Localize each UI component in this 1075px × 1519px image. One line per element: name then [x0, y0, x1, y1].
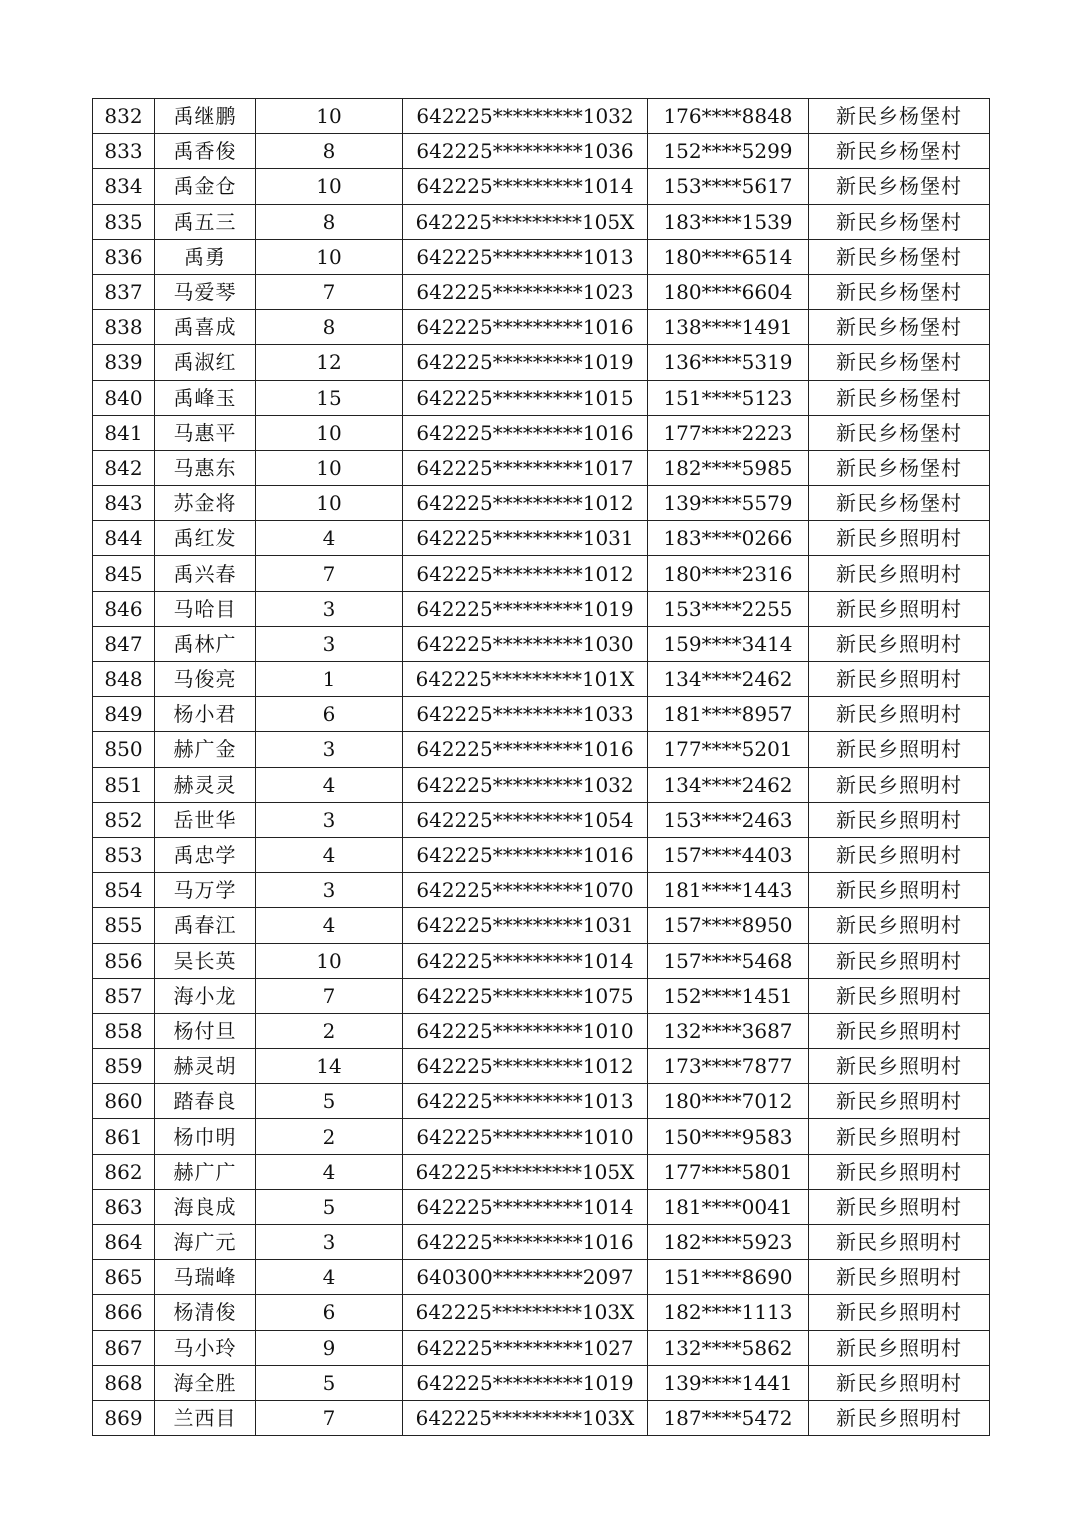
count-cell: 4 — [256, 767, 403, 802]
count-cell: 3 — [256, 626, 403, 661]
id-number-cell: 642225*********1016 — [403, 837, 648, 872]
name-cell: 禹五三 — [155, 204, 256, 239]
count-cell: 7 — [256, 1400, 403, 1435]
village-cell: 新民乡照明村 — [809, 1400, 990, 1435]
count-cell: 5 — [256, 1189, 403, 1224]
name-cell: 马爱琴 — [155, 274, 256, 309]
table-row — [93, 837, 990, 872]
row-number-cell: 855 — [93, 908, 155, 943]
id-number-cell: 642225*********1033 — [403, 697, 648, 732]
table-row — [93, 1295, 990, 1330]
village-cell: 新民乡照明村 — [809, 873, 990, 908]
id-number-cell: 642225*********1032 — [403, 767, 648, 802]
phone-cell: 153****2255 — [648, 591, 809, 626]
count-cell: 8 — [256, 204, 403, 239]
phone-cell: 150****9583 — [648, 1119, 809, 1154]
count-cell: 10 — [256, 415, 403, 450]
phone-cell: 173****7877 — [648, 1049, 809, 1084]
name-cell: 杨巾明 — [155, 1119, 256, 1154]
table-row — [93, 169, 990, 204]
phone-cell: 181****8957 — [648, 697, 809, 732]
table-row — [93, 486, 990, 521]
phone-cell: 159****3414 — [648, 626, 809, 661]
id-number-cell: 642225*********1032 — [403, 99, 648, 134]
name-cell: 禹忠学 — [155, 837, 256, 872]
phone-cell: 153****2463 — [648, 802, 809, 837]
row-number-cell: 845 — [93, 556, 155, 591]
name-cell: 禹春江 — [155, 908, 256, 943]
phone-cell: 180****2316 — [648, 556, 809, 591]
row-number-cell: 847 — [93, 626, 155, 661]
table-row — [93, 873, 990, 908]
village-cell: 新民乡照明村 — [809, 1084, 990, 1119]
name-cell: 杨付旦 — [155, 1013, 256, 1048]
name-cell: 马小玲 — [155, 1330, 256, 1365]
village-cell: 新民乡照明村 — [809, 1189, 990, 1224]
id-number-cell: 642225*********1015 — [403, 380, 648, 415]
name-cell: 禹金仓 — [155, 169, 256, 204]
phone-cell: 177****2223 — [648, 415, 809, 450]
id-number-cell: 642225*********105X — [403, 1154, 648, 1189]
row-number-cell: 849 — [93, 697, 155, 732]
village-cell: 新民乡照明村 — [809, 697, 990, 732]
row-number-cell: 850 — [93, 732, 155, 767]
phone-cell: 152****5299 — [648, 134, 809, 169]
phone-cell: 157****8950 — [648, 908, 809, 943]
row-number-cell: 833 — [93, 134, 155, 169]
phone-cell: 177****5201 — [648, 732, 809, 767]
count-cell: 3 — [256, 591, 403, 626]
table-row — [93, 345, 990, 380]
row-number-cell: 852 — [93, 802, 155, 837]
name-cell: 岳世华 — [155, 802, 256, 837]
row-number-cell: 864 — [93, 1225, 155, 1260]
table-row — [93, 1225, 990, 1260]
row-number-cell: 832 — [93, 99, 155, 134]
row-number-cell: 834 — [93, 169, 155, 204]
name-cell: 杨小君 — [155, 697, 256, 732]
row-number-cell: 854 — [93, 873, 155, 908]
count-cell: 7 — [256, 556, 403, 591]
id-number-cell: 642225*********1016 — [403, 310, 648, 345]
count-cell: 10 — [256, 943, 403, 978]
name-cell: 马哈目 — [155, 591, 256, 626]
phone-cell: 136****5319 — [648, 345, 809, 380]
count-cell: 14 — [256, 1049, 403, 1084]
village-cell: 新民乡照明村 — [809, 626, 990, 661]
village-cell: 新民乡杨堡村 — [809, 415, 990, 450]
table-row — [93, 1084, 990, 1119]
count-cell: 3 — [256, 1225, 403, 1260]
table-row — [93, 274, 990, 309]
row-number-cell: 858 — [93, 1013, 155, 1048]
roster-table-body — [93, 99, 990, 1436]
name-cell: 禹兴春 — [155, 556, 256, 591]
row-number-cell: 866 — [93, 1295, 155, 1330]
name-cell: 赫灵胡 — [155, 1049, 256, 1084]
table-row — [93, 1154, 990, 1189]
count-cell: 10 — [256, 486, 403, 521]
id-number-cell: 642225*********1054 — [403, 802, 648, 837]
row-number-cell: 851 — [93, 767, 155, 802]
id-number-cell: 642225*********105X — [403, 204, 648, 239]
id-number-cell: 640300*********2097 — [403, 1260, 648, 1295]
phone-cell: 176****8848 — [648, 99, 809, 134]
row-number-cell: 844 — [93, 521, 155, 556]
village-cell: 新民乡照明村 — [809, 943, 990, 978]
village-cell: 新民乡杨堡村 — [809, 380, 990, 415]
id-number-cell: 642225*********103X — [403, 1295, 648, 1330]
phone-cell: 181****0041 — [648, 1189, 809, 1224]
table-row — [93, 697, 990, 732]
village-cell: 新民乡杨堡村 — [809, 169, 990, 204]
count-cell: 4 — [256, 521, 403, 556]
phone-cell: 157****5468 — [648, 943, 809, 978]
row-number-cell: 839 — [93, 345, 155, 380]
count-cell: 1 — [256, 662, 403, 697]
table-row — [93, 134, 990, 169]
phone-cell: 182****5923 — [648, 1225, 809, 1260]
row-number-cell: 842 — [93, 450, 155, 485]
table-row — [93, 415, 990, 450]
phone-cell: 138****1491 — [648, 310, 809, 345]
name-cell: 踏春良 — [155, 1084, 256, 1119]
name-cell: 海全胜 — [155, 1365, 256, 1400]
phone-cell: 183****1539 — [648, 204, 809, 239]
count-cell: 4 — [256, 837, 403, 872]
village-cell: 新民乡照明村 — [809, 1119, 990, 1154]
village-cell: 新民乡照明村 — [809, 908, 990, 943]
name-cell: 马俊亮 — [155, 662, 256, 697]
count-cell: 8 — [256, 134, 403, 169]
id-number-cell: 642225*********1027 — [403, 1330, 648, 1365]
table-row — [93, 1189, 990, 1224]
name-cell: 赫广广 — [155, 1154, 256, 1189]
id-number-cell: 642225*********1012 — [403, 486, 648, 521]
name-cell: 禹淑红 — [155, 345, 256, 380]
name-cell: 杨清俊 — [155, 1295, 256, 1330]
table-row — [93, 591, 990, 626]
count-cell: 15 — [256, 380, 403, 415]
name-cell: 禹峰玉 — [155, 380, 256, 415]
phone-cell: 151****8690 — [648, 1260, 809, 1295]
count-cell: 3 — [256, 873, 403, 908]
id-number-cell: 642225*********1036 — [403, 134, 648, 169]
row-number-cell: 848 — [93, 662, 155, 697]
name-cell: 马惠东 — [155, 450, 256, 485]
phone-cell: 177****5801 — [648, 1154, 809, 1189]
table-row — [93, 732, 990, 767]
table-row — [93, 1013, 990, 1048]
phone-cell: 132****3687 — [648, 1013, 809, 1048]
count-cell: 10 — [256, 239, 403, 274]
name-cell: 禹香俊 — [155, 134, 256, 169]
count-cell: 3 — [256, 802, 403, 837]
count-cell: 10 — [256, 450, 403, 485]
count-cell: 5 — [256, 1365, 403, 1400]
count-cell: 12 — [256, 345, 403, 380]
count-cell: 2 — [256, 1013, 403, 1048]
village-cell: 新民乡杨堡村 — [809, 486, 990, 521]
village-cell: 新民乡照明村 — [809, 732, 990, 767]
name-cell: 兰西目 — [155, 1400, 256, 1435]
table-row — [93, 450, 990, 485]
row-number-cell: 838 — [93, 310, 155, 345]
table-row — [93, 767, 990, 802]
name-cell: 马瑞峰 — [155, 1260, 256, 1295]
table-row — [93, 204, 990, 239]
id-number-cell: 642225*********1019 — [403, 1365, 648, 1400]
id-number-cell: 642225*********1031 — [403, 521, 648, 556]
row-number-cell: 857 — [93, 978, 155, 1013]
phone-cell: 139****1441 — [648, 1365, 809, 1400]
table-row — [93, 943, 990, 978]
village-cell: 新民乡照明村 — [809, 1295, 990, 1330]
row-number-cell: 853 — [93, 837, 155, 872]
count-cell: 8 — [256, 310, 403, 345]
table-row — [93, 1119, 990, 1154]
count-cell: 4 — [256, 908, 403, 943]
row-number-cell: 861 — [93, 1119, 155, 1154]
village-cell: 新民乡照明村 — [809, 1365, 990, 1400]
id-number-cell: 642225*********1016 — [403, 732, 648, 767]
count-cell: 7 — [256, 274, 403, 309]
table-row — [93, 1260, 990, 1295]
phone-cell: 180****6604 — [648, 274, 809, 309]
phone-cell: 139****5579 — [648, 486, 809, 521]
phone-cell: 183****0266 — [648, 521, 809, 556]
village-cell: 新民乡照明村 — [809, 1225, 990, 1260]
village-cell: 新民乡杨堡村 — [809, 99, 990, 134]
village-cell: 新民乡照明村 — [809, 978, 990, 1013]
village-cell: 新民乡照明村 — [809, 802, 990, 837]
table-row — [93, 310, 990, 345]
id-number-cell: 642225*********1013 — [403, 1084, 648, 1119]
name-cell: 赫灵灵 — [155, 767, 256, 802]
count-cell: 6 — [256, 1295, 403, 1330]
count-cell: 7 — [256, 978, 403, 1013]
phone-cell: 152****1451 — [648, 978, 809, 1013]
phone-cell: 180****6514 — [648, 239, 809, 274]
table-row — [93, 99, 990, 134]
name-cell: 海小龙 — [155, 978, 256, 1013]
village-cell: 新民乡照明村 — [809, 837, 990, 872]
name-cell: 禹喜成 — [155, 310, 256, 345]
row-number-cell: 867 — [93, 1330, 155, 1365]
row-number-cell: 863 — [93, 1189, 155, 1224]
count-cell: 4 — [256, 1154, 403, 1189]
id-number-cell: 642225*********1010 — [403, 1013, 648, 1048]
village-cell: 新民乡杨堡村 — [809, 134, 990, 169]
phone-cell: 182****1113 — [648, 1295, 809, 1330]
table-row — [93, 802, 990, 837]
table-row — [93, 380, 990, 415]
phone-cell: 182****5985 — [648, 450, 809, 485]
id-number-cell: 642225*********1010 — [403, 1119, 648, 1154]
table-row — [93, 1400, 990, 1435]
row-number-cell: 837 — [93, 274, 155, 309]
row-number-cell: 836 — [93, 239, 155, 274]
table-row — [93, 626, 990, 661]
name-cell: 禹勇 — [155, 239, 256, 274]
id-number-cell: 642225*********1023 — [403, 274, 648, 309]
row-number-cell: 868 — [93, 1365, 155, 1400]
village-cell: 新民乡照明村 — [809, 1260, 990, 1295]
table-row — [93, 556, 990, 591]
village-cell: 新民乡照明村 — [809, 591, 990, 626]
village-cell: 新民乡照明村 — [809, 767, 990, 802]
id-number-cell: 642225*********101X — [403, 662, 648, 697]
name-cell: 马万学 — [155, 873, 256, 908]
count-cell: 10 — [256, 169, 403, 204]
count-cell: 10 — [256, 99, 403, 134]
name-cell: 海良成 — [155, 1189, 256, 1224]
id-number-cell: 642225*********1019 — [403, 345, 648, 380]
village-cell: 新民乡杨堡村 — [809, 274, 990, 309]
phone-cell: 153****5617 — [648, 169, 809, 204]
row-number-cell: 835 — [93, 204, 155, 239]
id-number-cell: 642225*********1075 — [403, 978, 648, 1013]
id-number-cell: 642225*********1017 — [403, 450, 648, 485]
id-number-cell: 642225*********1014 — [403, 1189, 648, 1224]
id-number-cell: 642225*********1019 — [403, 591, 648, 626]
village-cell: 新民乡照明村 — [809, 521, 990, 556]
phone-cell: 157****4403 — [648, 837, 809, 872]
count-cell: 5 — [256, 1084, 403, 1119]
count-cell: 9 — [256, 1330, 403, 1365]
village-cell: 新民乡杨堡村 — [809, 450, 990, 485]
id-number-cell: 642225*********1014 — [403, 943, 648, 978]
village-cell: 新民乡照明村 — [809, 1049, 990, 1084]
id-number-cell: 642225*********1013 — [403, 239, 648, 274]
name-cell: 吴长英 — [155, 943, 256, 978]
phone-cell: 181****1443 — [648, 873, 809, 908]
id-number-cell: 642225*********1014 — [403, 169, 648, 204]
village-cell: 新民乡照明村 — [809, 662, 990, 697]
id-number-cell: 642225*********1016 — [403, 1225, 648, 1260]
phone-cell: 134****2462 — [648, 767, 809, 802]
phone-cell: 151****5123 — [648, 380, 809, 415]
count-cell: 4 — [256, 1260, 403, 1295]
name-cell: 马惠平 — [155, 415, 256, 450]
id-number-cell: 642225*********1031 — [403, 908, 648, 943]
phone-cell: 180****7012 — [648, 1084, 809, 1119]
roster-table — [92, 98, 990, 1436]
phone-cell: 187****5472 — [648, 1400, 809, 1435]
table-row — [93, 1365, 990, 1400]
row-number-cell: 859 — [93, 1049, 155, 1084]
village-cell: 新民乡杨堡村 — [809, 239, 990, 274]
name-cell: 苏金将 — [155, 486, 256, 521]
count-cell: 3 — [256, 732, 403, 767]
phone-cell: 132****5862 — [648, 1330, 809, 1365]
name-cell: 海广元 — [155, 1225, 256, 1260]
name-cell: 禹红发 — [155, 521, 256, 556]
row-number-cell: 841 — [93, 415, 155, 450]
table-row — [93, 1049, 990, 1084]
id-number-cell: 642225*********103X — [403, 1400, 648, 1435]
row-number-cell: 843 — [93, 486, 155, 521]
table-row — [93, 521, 990, 556]
row-number-cell: 865 — [93, 1260, 155, 1295]
table-row — [93, 908, 990, 943]
row-number-cell: 840 — [93, 380, 155, 415]
row-number-cell: 860 — [93, 1084, 155, 1119]
phone-cell: 134****2462 — [648, 662, 809, 697]
count-cell: 2 — [256, 1119, 403, 1154]
table-row — [93, 662, 990, 697]
village-cell: 新民乡杨堡村 — [809, 310, 990, 345]
name-cell: 禹林广 — [155, 626, 256, 661]
id-number-cell: 642225*********1012 — [403, 1049, 648, 1084]
row-number-cell: 869 — [93, 1400, 155, 1435]
village-cell: 新民乡照明村 — [809, 1154, 990, 1189]
id-number-cell: 642225*********1070 — [403, 873, 648, 908]
id-number-cell: 642225*********1030 — [403, 626, 648, 661]
village-cell: 新民乡照明村 — [809, 1013, 990, 1048]
village-cell: 新民乡杨堡村 — [809, 204, 990, 239]
village-cell: 新民乡杨堡村 — [809, 345, 990, 380]
count-cell: 6 — [256, 697, 403, 732]
village-cell: 新民乡照明村 — [809, 556, 990, 591]
row-number-cell: 846 — [93, 591, 155, 626]
table-row — [93, 239, 990, 274]
row-number-cell: 856 — [93, 943, 155, 978]
id-number-cell: 642225*********1016 — [403, 415, 648, 450]
name-cell: 赫广金 — [155, 732, 256, 767]
name-cell: 禹继鹏 — [155, 99, 256, 134]
village-cell: 新民乡照明村 — [809, 1330, 990, 1365]
table-row — [93, 1330, 990, 1365]
row-number-cell: 862 — [93, 1154, 155, 1189]
id-number-cell: 642225*********1012 — [403, 556, 648, 591]
table-row — [93, 978, 990, 1013]
